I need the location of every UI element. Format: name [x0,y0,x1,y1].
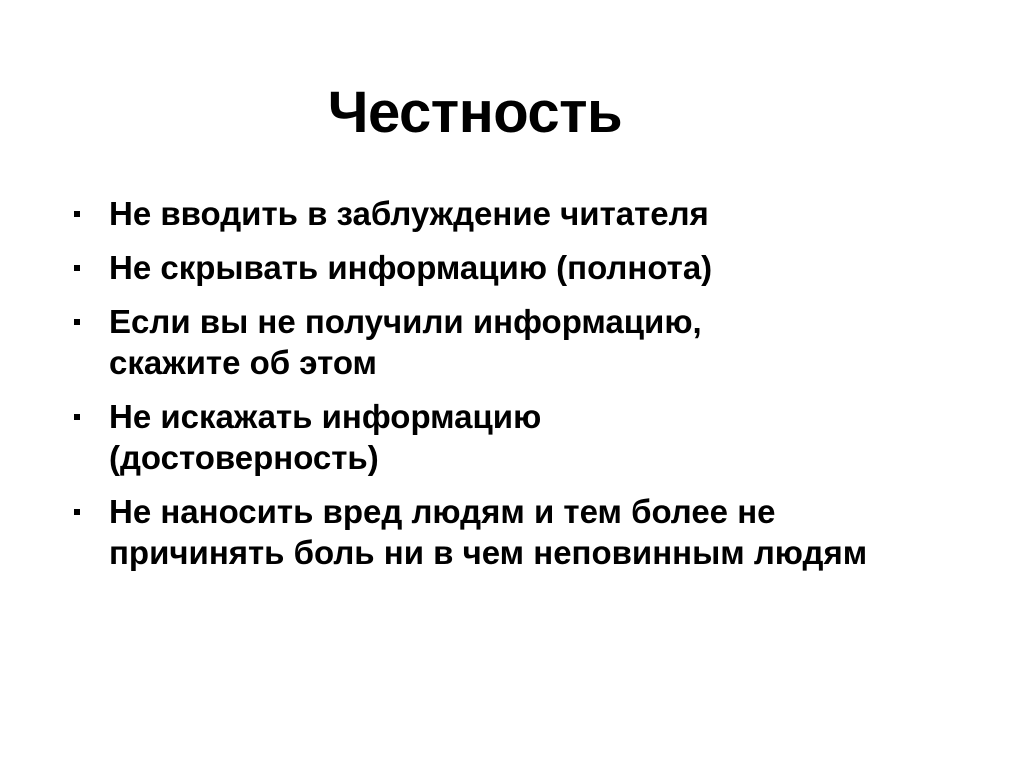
square-bullet-icon [74,265,80,271]
slide-title: Честность [327,80,623,145]
bullet-text-5: Не наносить вред людям и тем более не причинять боль ни в чем неповинным людям [109,493,868,571]
bullet-item-4 [70,396,669,478]
square-bullet-icon [74,211,80,217]
square-bullet-icon [74,319,80,325]
bullet-list [70,193,970,586]
bullet-item-5 [70,491,949,573]
bullet-item-3 [70,301,839,383]
square-bullet-icon [74,414,80,420]
bullet-item-1 [70,193,970,234]
bullet-item-2 [70,247,970,288]
bullet-text-1: Не вводить в заблуждение читателя [109,195,709,232]
bullet-text-3: Если вы не получили информацию, скажите об этом [109,303,702,381]
bullet-text-4: Не искажать информацию (достоверность) [109,398,542,476]
bullet-text-2: Не скрывать информацию (полнота) [109,249,713,286]
square-bullet-icon [74,509,80,515]
